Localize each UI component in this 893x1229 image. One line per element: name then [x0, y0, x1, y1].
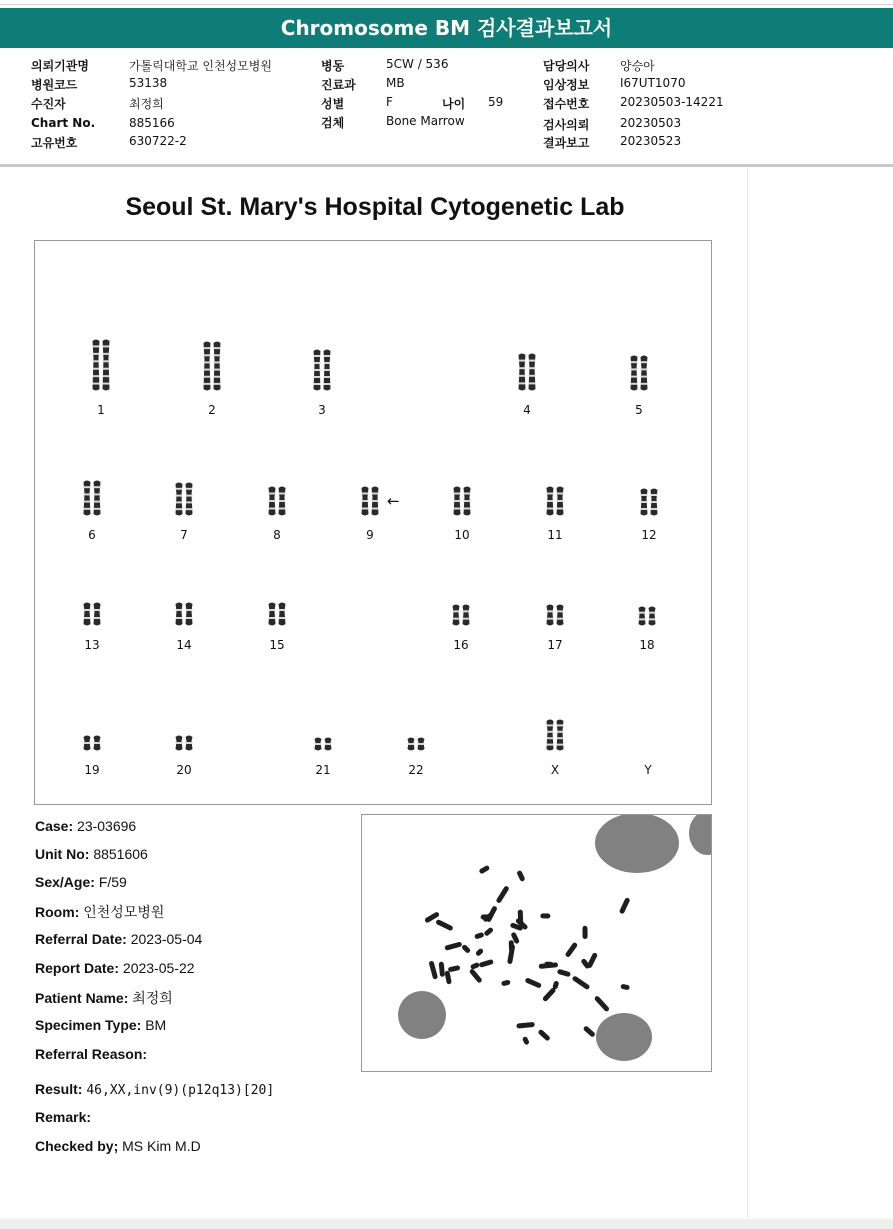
lab-title: Seoul St. Mary's Hospital Cytogenetic Lab [125, 193, 625, 221]
chromosome-label: 3 [318, 403, 326, 417]
chromosome-band [176, 495, 183, 497]
chromosome-band [176, 501, 183, 503]
karyogram-panel [34, 240, 712, 805]
chromosome-label: Y [644, 763, 652, 777]
chromosome-band [519, 367, 526, 369]
chromosome-band [418, 743, 425, 745]
chromosome-pair-3 [314, 350, 331, 391]
chromosome-band [93, 383, 100, 385]
info-label: 진료과 [321, 78, 356, 92]
chromosome-band [103, 368, 110, 370]
chromosome-band [519, 382, 526, 384]
info-divider [0, 164, 893, 167]
chromosome-band [557, 508, 564, 510]
chromosome-band [529, 360, 536, 362]
abnormality-arrow-icon: ← [387, 492, 400, 510]
nucleus [595, 815, 679, 873]
chromosome [94, 603, 101, 626]
chromosome [176, 483, 183, 516]
chromosome [186, 483, 193, 516]
info-value: 630722-2 [129, 134, 187, 148]
chromosome-pair-9 [362, 487, 379, 516]
chromosome-band [651, 508, 658, 510]
chromosome-pair-22 [408, 738, 425, 751]
chromosome-band [641, 368, 648, 370]
chromosome [279, 603, 286, 626]
info-value: 20230523 [620, 134, 682, 148]
field-checked-by: Checked by; MS Kim M.D [35, 1138, 201, 1154]
chromosome-band [314, 383, 321, 385]
chromosome-band [463, 610, 470, 612]
info-label: 결과보고 [543, 136, 590, 150]
chromosome-pair-21 [315, 738, 332, 751]
info-value: I67UT1070 [620, 76, 686, 90]
metaphase-chromosome [470, 962, 480, 970]
chromosome-label: 17 [547, 638, 563, 652]
chromosome-band [547, 737, 554, 739]
metaphase-chromosome [481, 914, 490, 919]
field-report-date: Report Date: 2023-05-22 [35, 960, 195, 976]
chromosome-label: 14 [176, 638, 192, 652]
chromosome-pair-8 [269, 487, 286, 516]
chromosome-band [639, 612, 646, 614]
chromosome-band [103, 375, 110, 377]
chromosome-band [631, 383, 638, 385]
chromosome-band [279, 617, 286, 619]
chromosome-band [279, 609, 286, 611]
chromosome-label: 21 [315, 763, 331, 777]
metaphase-chromosome [483, 927, 494, 937]
chromosome-band [214, 347, 221, 349]
chromosome-label: 20 [176, 763, 192, 777]
chromosome-band [269, 500, 276, 502]
chromosome-band [557, 610, 564, 612]
field-specimen-type: Specimen Type: BM [35, 1017, 167, 1033]
chromosome-band [103, 383, 110, 385]
chromosome-band [204, 347, 211, 349]
chromosome-band [464, 508, 471, 510]
metaphase-chromosome [619, 897, 631, 914]
chromosome-label: X [550, 763, 560, 777]
chromosome [529, 354, 536, 391]
field-room: Room: 인천성모병원 [35, 904, 165, 920]
chromosome-label: 19 [84, 763, 100, 777]
chromosome-label: 13 [84, 638, 100, 652]
chromosome-band [176, 488, 183, 490]
chromosome-band [176, 609, 183, 611]
chromosome [84, 481, 91, 516]
chromosome-band [631, 361, 638, 363]
chromosome-band [453, 610, 460, 612]
metaphase-chromosome [518, 910, 524, 925]
info-value: 가톨릭대학교 인천성모병원 [129, 59, 272, 73]
chromosome-band [94, 742, 101, 744]
metaphase-chromosome [516, 1022, 535, 1029]
chromosome-band [204, 361, 211, 363]
chromosome-band [186, 488, 193, 490]
chromosome-band [372, 493, 379, 495]
chromosome-band [103, 360, 110, 362]
chromosome [453, 605, 460, 626]
chromosome-band [279, 493, 286, 495]
chromosome-band [176, 617, 183, 619]
chromosome-band [103, 345, 110, 347]
chromosome-band [314, 376, 321, 378]
chromosome-label: 10 [454, 528, 470, 542]
top-border [0, 0, 893, 5]
chromosome-label: 11 [547, 528, 563, 542]
chromosome-band [314, 369, 321, 371]
chromosome-band [372, 508, 379, 510]
chromosome-band [214, 376, 221, 378]
chromosome-pair-14 [176, 603, 193, 626]
chromosome-pair-2 [204, 342, 221, 391]
chromosome-band [186, 742, 193, 744]
chromosome-pair-11 [547, 487, 564, 516]
chromosome-band [103, 353, 110, 355]
chromosome-band [94, 493, 101, 495]
info-value: 20230503 [620, 116, 682, 130]
chromosome-pair-13 [84, 603, 101, 626]
chromosome [649, 607, 656, 626]
chromosome-band [84, 609, 91, 611]
chromosome-band [94, 508, 101, 510]
chromosome-pair-1 [93, 340, 110, 391]
info-label: 성별 [321, 97, 345, 111]
chromosome-band [279, 500, 286, 502]
chromosome-band [186, 501, 193, 503]
field-unit: Unit No: 8851606 [35, 846, 148, 862]
chromosome-pair-15 [269, 603, 286, 626]
metaphase-chromosome [478, 865, 490, 875]
chromosome [547, 605, 554, 626]
metaphase-chromosome [435, 919, 453, 931]
chromosome-band [324, 355, 331, 357]
metaphase-chromosome [544, 961, 553, 967]
metaphase-chromosome [495, 885, 509, 904]
chromosome-band [529, 382, 536, 384]
chromosome-band [269, 508, 276, 510]
chromosome-band [324, 383, 331, 385]
info-label: 검사의뢰 [543, 118, 590, 132]
chromosome-band [314, 362, 321, 364]
chromosome-band [547, 618, 554, 620]
chromosome [557, 605, 564, 626]
metaphase-image [362, 815, 711, 1071]
chromosome-pair-7 [176, 483, 193, 516]
metaphase-chromosome [469, 968, 483, 984]
metaphase-chromosome [439, 962, 445, 977]
chromosome-band [93, 375, 100, 377]
chromosome-band [186, 508, 193, 510]
info-label: 담당의사 [543, 59, 590, 73]
chromosome-pair-6 [84, 481, 101, 516]
chromosome-pair-17 [547, 605, 564, 626]
chromosome-band [631, 368, 638, 370]
chromosome-band [204, 354, 211, 356]
chromosome-band [93, 353, 100, 355]
chromosome-band [324, 369, 331, 371]
chromosome-band [186, 609, 193, 611]
metaphase-chromosome [537, 1029, 550, 1042]
chromosome-pair-4 [519, 354, 536, 391]
chromosome [176, 603, 183, 626]
chromosome-band [649, 612, 656, 614]
chromosome [639, 607, 646, 626]
metaphase-chromosome [620, 984, 630, 991]
chromosome-label: 12 [641, 528, 657, 542]
info-value: 20230503-14221 [620, 95, 724, 109]
chromosome-pair-18 [639, 607, 656, 626]
chromosome-label: 1 [97, 403, 105, 417]
info-value: 최정희 [129, 97, 164, 111]
chromosome-band [557, 493, 564, 495]
chromosome-band [641, 501, 648, 503]
chromosome-band [454, 508, 461, 510]
nucleus [689, 815, 711, 855]
info-label: 접수번호 [543, 97, 590, 111]
chromosome-band [84, 501, 91, 503]
chromosome-label: 2 [208, 403, 216, 417]
field-case: Case: 23-03696 [35, 818, 137, 834]
chromosome-band [362, 508, 369, 510]
page-footer-strip [0, 1219, 893, 1229]
metaphase-chromosome [444, 941, 462, 950]
field-result: Result: 46,XX,inv(9)(p12q13)[20] [35, 1081, 275, 1098]
chromosome [463, 605, 470, 626]
metaphase-chromosome [583, 1025, 596, 1038]
chromosome [641, 356, 648, 391]
chromosome-band [314, 355, 321, 357]
metaphase-chromosome [479, 959, 494, 968]
info-value: Bone Marrow [386, 114, 465, 128]
metaphase-chromosome [557, 969, 571, 978]
field-patient-name: Patient Name: 최정희 [35, 990, 173, 1006]
metaphase-image-panel [361, 814, 712, 1072]
info-value: 885166 [129, 116, 175, 130]
chromosome-band [84, 508, 91, 510]
chromosome-band [84, 493, 91, 495]
chromosome-label: 4 [523, 403, 531, 417]
info-value: F [386, 95, 393, 109]
chromosome-band [557, 500, 564, 502]
info-label: 의뢰기관명 [31, 59, 89, 73]
chromosome-band [214, 369, 221, 371]
chromosome [631, 356, 638, 391]
info-value: MB [386, 76, 405, 90]
chromosome-band [204, 369, 211, 371]
chromosome-band [324, 376, 331, 378]
chromosome-band [547, 493, 554, 495]
chromosome-band [269, 493, 276, 495]
chromosome-label: 8 [273, 528, 281, 542]
chromosome-band [362, 500, 369, 502]
chromosome-band [176, 508, 183, 510]
chromosome-band [651, 494, 658, 496]
metaphase-chromosome [448, 965, 461, 972]
metaphase-chromosome [428, 960, 438, 979]
karyogram-image [35, 241, 711, 804]
chromosome-band [93, 360, 100, 362]
chromosome-band [362, 493, 369, 495]
patient-info-block [0, 52, 893, 164]
chromosome-band [557, 724, 564, 726]
chromosome-band [94, 617, 101, 619]
info-label: Chart No. [31, 116, 96, 130]
chromosome-label: 22 [408, 763, 424, 777]
chromosome-band [557, 618, 564, 620]
chromosome-band [641, 376, 648, 378]
chromosome-label: 15 [269, 638, 285, 652]
chromosome-pair-16 [453, 605, 470, 626]
info-label: 나이 [442, 97, 466, 111]
chromosome-band [269, 617, 276, 619]
info-value: 양승아 [620, 59, 655, 73]
chromosome-band [557, 744, 564, 746]
field-sexage: Sex/Age: F/59 [35, 874, 127, 890]
chromosome-band [557, 731, 564, 733]
chromosome [84, 603, 91, 626]
report-title: Chromosome BM 검사결과보고서 [0, 8, 893, 48]
chromosome-band [639, 618, 646, 620]
chromosome-band [94, 609, 101, 611]
metaphase-chromosome [565, 942, 579, 958]
info-value: 53138 [129, 76, 168, 90]
field-referral-reason: Referral Reason: [35, 1046, 148, 1062]
chromosome-band [94, 501, 101, 503]
info-label: 병원코드 [31, 78, 78, 92]
chromosome-label: 18 [639, 638, 655, 652]
chromosome-band [408, 743, 415, 745]
chromosome-band [557, 737, 564, 739]
metaphase-chromosome [501, 979, 511, 986]
chromosome-band [315, 743, 322, 745]
chromosome-label: 9 [366, 528, 374, 542]
chromosome-band [214, 354, 221, 356]
chromosome-band [519, 360, 526, 362]
chromosome-label: 5 [635, 403, 643, 417]
chromosome-band [454, 500, 461, 502]
chromosome-band [324, 362, 331, 364]
metaphase-chromosome [475, 948, 484, 957]
chromosome-band [325, 743, 332, 745]
chromosome-band [372, 500, 379, 502]
chromosome-label: 7 [180, 528, 188, 542]
chromosome-band [84, 617, 91, 619]
chromosome-band [84, 486, 91, 488]
chromosome-band [93, 345, 100, 347]
chromosome-band [547, 508, 554, 510]
metaphase-chromosome [594, 995, 610, 1012]
chromosome-band [204, 383, 211, 385]
chromosome [269, 603, 276, 626]
metaphase-chromosome [542, 987, 557, 1002]
chromosome-band [453, 618, 460, 620]
info-label: 검체 [321, 116, 345, 130]
nucleus [596, 1013, 652, 1061]
chromosome-band [214, 383, 221, 385]
chromosome-band [454, 493, 461, 495]
chromosome-band [651, 501, 658, 503]
chromosome-band [186, 617, 193, 619]
metaphase-chromosome [540, 913, 550, 918]
metaphase-chromosome [582, 926, 587, 939]
chromosome-pair-5 [631, 356, 648, 391]
metaphase-chromosome [572, 975, 591, 990]
metaphase-chromosome [474, 932, 485, 940]
info-label: 임상정보 [543, 78, 590, 92]
chromosome-band [547, 500, 554, 502]
metaphase-chromosome [507, 944, 515, 964]
chromosome-band [649, 618, 656, 620]
info-label: 고유번호 [31, 136, 78, 150]
chromosome-band [464, 500, 471, 502]
chromosome-band [84, 742, 91, 744]
metaphase-chromosome [461, 944, 471, 954]
chromosome-pair-20 [176, 736, 193, 751]
chromosome [519, 354, 526, 391]
chromosome-band [529, 375, 536, 377]
info-value: 59 [488, 95, 504, 109]
chromosome-label: 16 [453, 638, 469, 652]
chromosome-band [186, 495, 193, 497]
chromosome-band [269, 609, 276, 611]
chromosome-pair-12 [641, 489, 658, 516]
field-referral-date: Referral Date: 2023-05-04 [35, 931, 203, 947]
chromosome [94, 481, 101, 516]
chromosome [557, 720, 564, 751]
chromosome-band [519, 375, 526, 377]
chromosome-band [641, 494, 648, 496]
chromosome-band [214, 361, 221, 363]
chromosome-band [529, 367, 536, 369]
chromosome-label: 6 [88, 528, 96, 542]
info-value: 5CW / 536 [386, 57, 449, 71]
metaphase-chromosome [522, 1036, 530, 1045]
chromosome-band [93, 368, 100, 370]
chromosome [547, 720, 554, 751]
chromosome-band [547, 610, 554, 612]
chromosome-band [641, 383, 648, 385]
chromosome-pair-x [547, 720, 564, 751]
field-remark: Remark: [35, 1109, 92, 1125]
chromosome-pair-10 [454, 487, 471, 516]
metaphase-chromosome [516, 870, 525, 882]
chromosome [186, 603, 193, 626]
chromosome-band [547, 731, 554, 733]
chromosome-pair-19 [84, 736, 101, 751]
nucleus [398, 991, 446, 1039]
info-label: 수진자 [31, 97, 66, 111]
chromosome-band [204, 376, 211, 378]
chromosome-band [641, 508, 648, 510]
chromosome-band [463, 618, 470, 620]
chromosome-band [631, 376, 638, 378]
metaphase-chromosome [525, 977, 542, 988]
metaphase-chromosome [485, 905, 497, 922]
chromosome-band [94, 486, 101, 488]
page-edge [747, 168, 748, 1218]
chromosome-band [176, 742, 183, 744]
chromosome-band [547, 744, 554, 746]
chromosome-band [279, 508, 286, 510]
chromosome-band [464, 493, 471, 495]
info-label: 병동 [321, 59, 345, 73]
chromosome-band [547, 724, 554, 726]
chromosome-band [641, 361, 648, 363]
metaphase-chromosome [444, 970, 451, 984]
